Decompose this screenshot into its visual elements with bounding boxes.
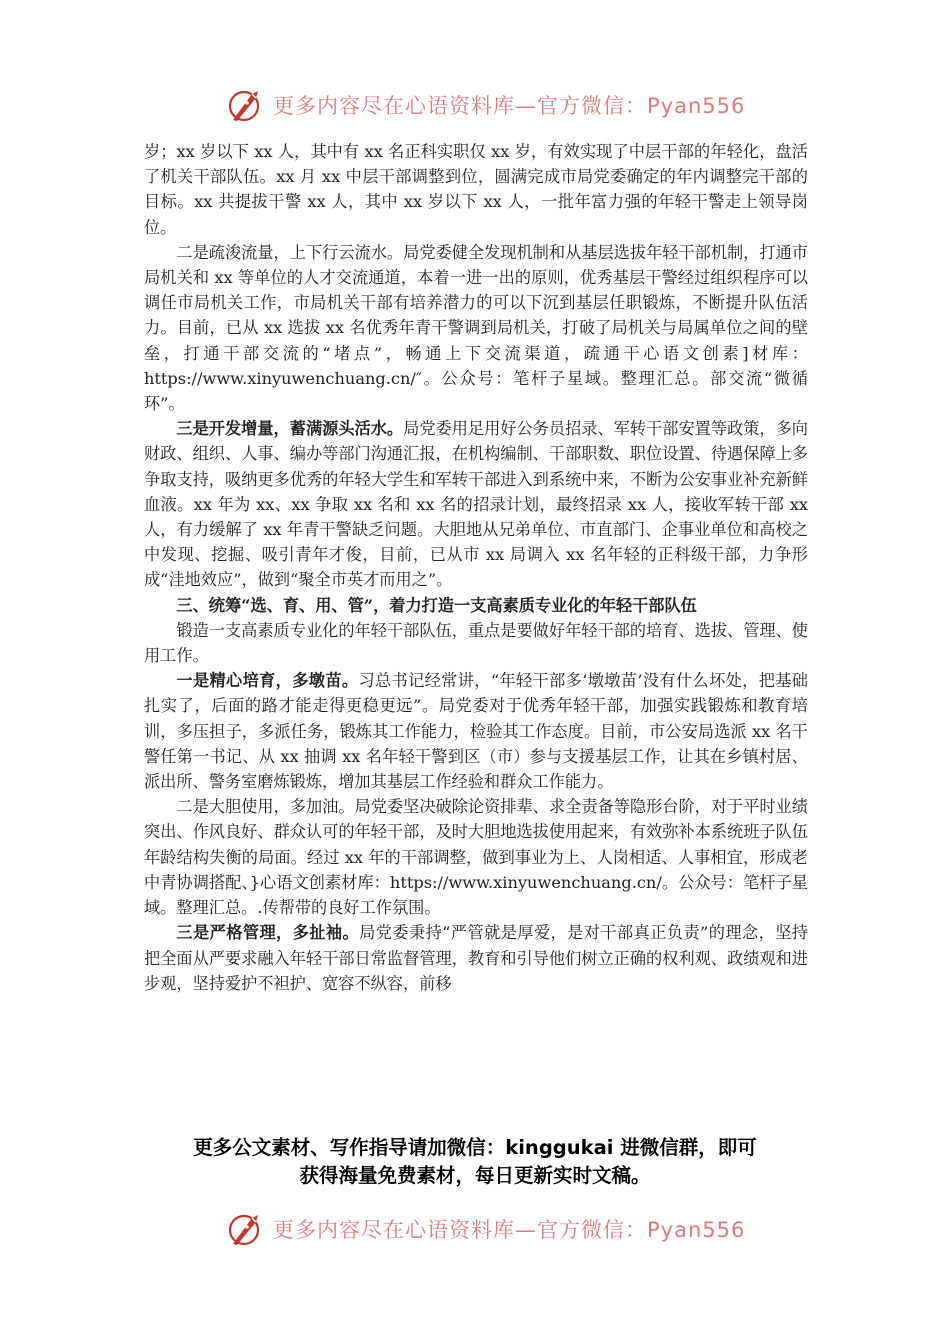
paragraph xyxy=(144,668,808,794)
paragraph xyxy=(144,920,808,996)
paragraph-text: 局党委秉持“严管就是厚爱，是对干部真正负责”的理念，坚持把全面从严要求融入年轻干部日常监督管理，教育和引导他们树立正确的权利观、政绩观和进步观，坚持爱护不袒护、宽容不纵容，前移 xyxy=(144,923,808,993)
paragraph-lead: 一是精心培育，多墩苗。 xyxy=(176,671,359,691)
section-heading: 三、统筹“选、育、用、管”，着力打造一支高素质专业化的年轻干部队伍 xyxy=(176,595,697,615)
fountain-pen-logo-icon xyxy=(225,85,265,125)
paragraph: 二是疏浚流量，上下行云流水。局党委健全发现机制和从基层选拔年轻干部机制，打通市局机关和 xx 等单位的人才交流通道，本着一进一出的原则，优秀基层干警经过组织程序可以调任市局机关工作，市局机关干部有培养潜力的可以下沉到基层任职锻炼，不断提升队伍活力。目前，已从 xx 选拔 xx 名优秀年青干警调到局机关，打破了局机关与局属单位之间的壁垒，打通干部交流的“堵点”，畅通上下交流渠道，疏通干心语文创素]材库：https://www.xinyuwenchuang.cn/″。公众号：笔杆子星域。整理汇总。部交流“微循环”。 xyxy=(144,242,808,414)
paragraph-lead: 三是开发增量，蓄满源头活水。 xyxy=(176,419,404,439)
paragraph: 锻造一支高素质专业化的年轻干部队伍，重点是要做好年轻干部的培育、选拔、管理、使用工作。 xyxy=(144,620,808,666)
promo-line: 获得海量免费素材，每日更新实时文稿。 xyxy=(299,1164,651,1187)
document-body xyxy=(144,139,808,996)
paragraph-text: 习总书记经常讲，“年轻干部多‘墩墩苗’没有什么坏处，把基础扎实了，后面的路才能走得更稳更远”。局党委对于优秀年轻干部，加强实践锻炼和教育培训，多压担子，多派任务，锻炼其工作能力，检验其工作态度。目前，市公安局选派 xx 名干警任第一书记、从 xx 抽调 xx 名年轻干警到区（市）参与支援基层工作，让其在乡镇村居、派出所、警务室磨炼锻炼，增加其基层工作经验和群众工作能力。 xyxy=(144,671,808,792)
promo-notice xyxy=(100,1134,850,1190)
paragraph-lead: 三是严格管理，多扯袖。 xyxy=(176,923,360,943)
footer-banner xyxy=(225,1208,745,1250)
paragraph: 岁；xx 岁以下 xx 人，其中有 xx 名正科实职仅 xx 岁，有效实现了中层干部的年轻化，盘活了机关干部队伍。xx 月 xx 中层干部调整到位，圆满完成市局党委确定的年内调整完干部的目标。xx 共提拔干警 xx 人，其中 xx 岁以下 xx 人，一批年富力强的年轻干警走上领导岗位。 xyxy=(144,142,808,237)
paragraph xyxy=(144,416,808,592)
header-banner xyxy=(225,84,745,126)
paragraph-text: 局党委用足用好公务员招录、军转干部安置等政策，多向财政、组织、人事、编办等部门沟通汇报，在机构编制、干部职数、职位设置、待遇保障上多争取支持，吸纳更多优秀的年轻大学生和军转干部进入到系统中来，不断为公安事业补充新鲜血液。xx 年为 xx、xx 争取 xx 名和 xx 名的招录计划，最终招录 xx 人，接收军转干部 xx 人，有力缓解了 xx 年青干警缺乏问题。大胆地从兄弟单位、市直部门、企事业单位和高校之中发现、挖掘、吸引青年才俊，目前，已从市 xx 局调入 xx 名年轻的正科级干部，力争形成“洼地效应”，做到“聚全市英才而用之”。 xyxy=(144,419,808,590)
fountain-pen-logo-icon xyxy=(225,1209,265,1249)
footer-banner-text: 更多内容尽在心语资料库—官方微信：Pyan556 xyxy=(273,1218,746,1242)
paragraph: 二是大胆使用，多加油。局党委坚决破除论资排辈、求全责备等隐形台阶，对于平时业绩突出、作风良好、群众认可的年轻干部，及时大胆地选拔使用起来，有效弥补本系统班子队伍年龄结构失衡的局面。经过 xx 年的干部调整，做到事业为上、人岗相适、人事相宜，形成老中青协调搭配、}心语文创素材库：https://www.xinyuwenchuang.cn/。公众号：笔杆子星域。整理汇总。.传帮带的良好工作氛围。 xyxy=(144,797,808,918)
promo-line: 更多公文素材、写作指导请加微信：kinggukai 进微信群，即可 xyxy=(193,1136,757,1159)
header-banner-text: 更多内容尽在心语资料库—官方微信：Pyan556 xyxy=(273,94,746,118)
